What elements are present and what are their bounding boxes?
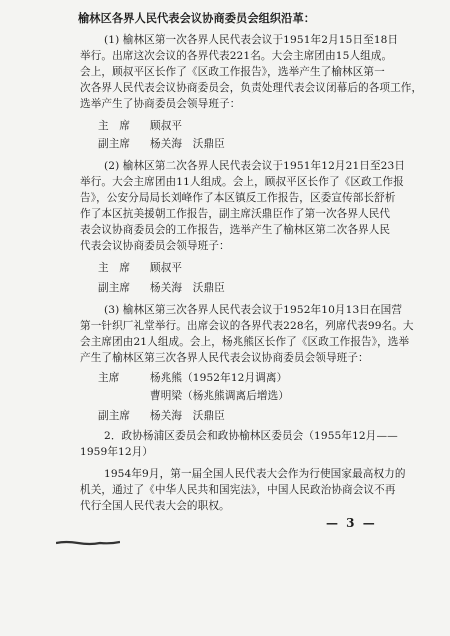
section1-para-line-5: 选举产生了协商委员会领导班子： [80, 98, 241, 110]
section2-para-line-5: 表会议协商委员会的工作报告，选举产生了榆林区第二次各界人民 [80, 224, 391, 236]
section1-chair-title: 主 席 [98, 120, 131, 132]
section3-para-line-2: 第一针织厂礼堂举行。出席会议的各界代表228名，列席代表99名。大 [80, 320, 414, 332]
section1-chair-names: 顾叔平 [150, 120, 183, 132]
section1-vice-title: 副主席 [98, 138, 131, 150]
section2-title-line-1: 2．政协杨浦区委员会和政协榆林区委员会（1955年12月—— [104, 430, 398, 442]
document-heading: 榆林区各界人民代表会议协商委员会组织沿革： [78, 11, 316, 25]
section2-vice-title: 副主席 [98, 282, 131, 294]
section1-para-line-3: 会上，顾叔平区长作了《区政工作报告》，选举产生了榆林区第一 [80, 66, 385, 78]
section2-vice-names: 杨关海 沃鼎臣 [150, 282, 225, 294]
section2-para-line-6: 代表会议协商委员会领导班子： [80, 240, 230, 252]
section3-chair-names: 杨兆熊（1952年12月调离） [150, 372, 288, 384]
closing-line-2: 机关，通过了《中华人民共和国宪法》，中国人民政治协商会议不再 [80, 484, 396, 496]
section2-para-line-1: (2) 榆林区第二次各界人民代表会议于1951年12月21日至23日 [104, 160, 406, 172]
section2-chair-names: 顾叔平 [150, 262, 183, 274]
section3-para-line-3: 会主席团由21人组成。会上，杨兆熊区长作了《区政工作报告》，选举 [80, 336, 410, 348]
page-number: — 3 — [326, 516, 377, 530]
section1-vice-names: 杨关海 沃鼎臣 [150, 138, 225, 150]
section3-chair-title: 主席 [98, 372, 120, 384]
section3-para-line-1: (3) 榆林区第三次各界人民代表会议于1952年10月13日在国营 [104, 304, 403, 316]
section3-chair-names-2: 曹明梁（杨兆熊调离后增选） [150, 390, 290, 402]
section3-vice-title: 副主席 [98, 410, 131, 422]
section2-chair-title: 主 席 [98, 262, 131, 274]
section2-title-line-2: 1959年12月） [80, 446, 154, 458]
section3-para-line-4: 产生了榆林区第三次各界人民代表会议协商委员会领导班子： [80, 352, 369, 364]
closing-line-3: 代行全国人民代表大会的职权。 [80, 500, 230, 512]
scan-artifact-mark [56, 540, 120, 546]
section2-para-line-2: 举行。大会主席团由11人组成。会上，顾叔平区长作了《区政工作报 [80, 176, 404, 188]
section1-para-line-1: (1) 榆林区第一次各界人民代表会议于1951年2月15日至18日 [104, 34, 399, 46]
section2-para-line-3: 告》，公安分局局长刘峰作了本区镇反工作报告，区委宣传部长舒析 [80, 192, 396, 204]
section1-para-line-4: 次各界人民代表会议协商委员会，负责处理代表会议闭幕后的各项工作， [80, 82, 423, 94]
section2-para-line-4: 作了本区抗美援朝工作报告，副主席沃鼎臣作了第一次各界人民代 [80, 208, 391, 220]
section1-para-line-2: 举行。出席这次会议的各界代表221名。大会主席团由15人组成。 [80, 50, 393, 62]
closing-line-1: 1954年9月，第一届全国人民代表大会作为行使国家最高权力的 [104, 468, 406, 480]
section3-vice-names: 杨关海 沃鼎臣 [150, 410, 225, 422]
